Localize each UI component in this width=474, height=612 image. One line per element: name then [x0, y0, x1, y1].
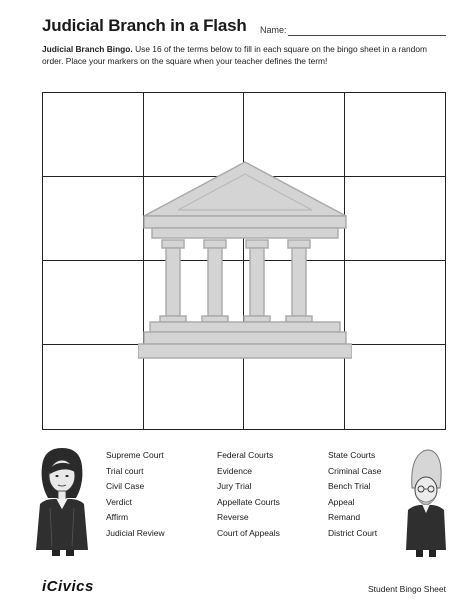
instructions-lead: Judicial Branch Bingo.	[42, 44, 133, 54]
bingo-square[interactable]	[43, 261, 144, 345]
term-item: Supreme Court	[106, 450, 164, 460]
bingo-square[interactable]	[345, 345, 446, 429]
term-item: Trial court	[106, 465, 144, 476]
term-item: Affirm	[106, 512, 129, 522]
bingo-square[interactable]	[43, 177, 144, 261]
bingo-square[interactable]	[244, 345, 345, 429]
instructions-text: Use 16 of the terms below to fill in each square on the bingo sheet in a random order. Place your markers on the square when your teacher defines the term!	[42, 44, 427, 66]
term-item: Judicial Review	[106, 527, 165, 538]
judge-man-illustration-icon	[402, 448, 450, 558]
term-item: Federal Courts	[217, 450, 274, 460]
term-item: Remand	[328, 512, 361, 522]
bingo-square[interactable]	[144, 93, 245, 177]
term-item: Bench Trial	[328, 481, 371, 491]
term-item: Evidence	[217, 465, 252, 476]
bingo-square[interactable]	[345, 177, 446, 261]
term-item: Civil Case	[106, 481, 145, 491]
judge-woman-illustration-icon	[30, 446, 96, 556]
bingo-square[interactable]	[244, 93, 345, 177]
instructions	[42, 44, 446, 67]
name-line[interactable]	[288, 35, 446, 36]
bingo-square[interactable]	[244, 177, 345, 261]
term-item: Appellate Courts	[217, 496, 280, 507]
bingo-square[interactable]	[244, 261, 345, 345]
page-title: Judicial Branch in a Flash	[42, 16, 247, 35]
term-item: Criminal Case	[328, 465, 382, 476]
bingo-square[interactable]	[43, 345, 144, 429]
term-item: Verdict	[106, 496, 132, 507]
bingo-square[interactable]	[144, 261, 245, 345]
bingo-square[interactable]	[144, 177, 245, 261]
bingo-square[interactable]	[345, 93, 446, 177]
icivics-logo: iCivics	[42, 578, 94, 595]
bingo-grid	[42, 92, 446, 430]
term-item: Reverse	[217, 512, 249, 522]
name-label: Name:	[260, 25, 287, 35]
term-item: District Court	[328, 527, 378, 538]
bingo-square[interactable]	[345, 261, 446, 345]
bingo-square[interactable]	[43, 93, 144, 177]
header	[42, 16, 446, 42]
term-item: State Courts	[328, 450, 376, 460]
footer-label: Student Bingo Sheet	[368, 584, 446, 594]
term-item: Court of Appeals	[217, 527, 280, 538]
bingo-square[interactable]	[144, 345, 245, 429]
term-item: Appeal	[328, 496, 355, 507]
terms-list	[106, 450, 406, 544]
term-item: Jury Trial	[217, 481, 252, 491]
